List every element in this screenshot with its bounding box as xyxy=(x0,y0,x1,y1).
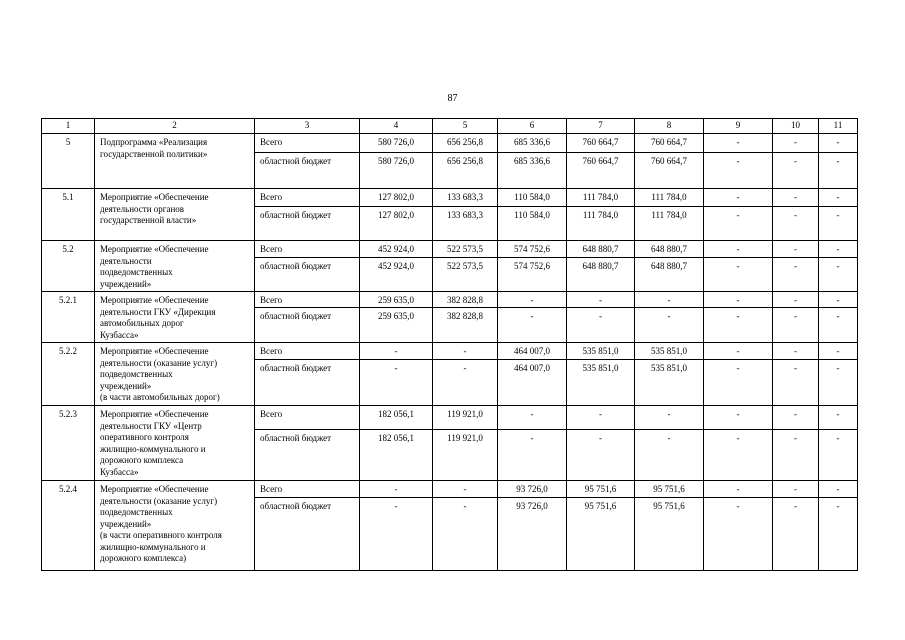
value-cell: 452 924,0 xyxy=(360,241,433,258)
value-cell: - xyxy=(498,292,567,308)
value-cell: - xyxy=(360,360,433,406)
value-cell: - xyxy=(773,258,819,292)
column-header: 3 xyxy=(255,119,360,134)
value-cell: 111 784,0 xyxy=(567,189,635,207)
value-cell: - xyxy=(819,498,858,571)
value-cell: - xyxy=(773,481,819,498)
value-cell: 656 256,8 xyxy=(433,153,498,189)
row-name-line: Подпрограмма «Реализация xyxy=(100,137,208,147)
value-cell: 95 751,6 xyxy=(635,498,704,571)
value-cell: - xyxy=(704,292,773,308)
value-cell: - xyxy=(704,241,773,258)
value-cell: - xyxy=(819,134,858,153)
value-cell: 382 828,8 xyxy=(433,292,498,308)
funding-source-cell: областной бюджет xyxy=(255,258,360,292)
value-cell: - xyxy=(704,360,773,406)
column-header: 7 xyxy=(567,119,635,134)
value-cell: 133 683,3 xyxy=(433,207,498,241)
value-cell: - xyxy=(819,207,858,241)
value-cell: - xyxy=(819,308,858,343)
value-cell: 580 726,0 xyxy=(360,153,433,189)
value-cell: - xyxy=(433,343,498,360)
funding-source-cell: областной бюджет xyxy=(255,498,360,571)
funding-source-cell: областной бюджет xyxy=(255,360,360,406)
column-header: 8 xyxy=(635,119,704,134)
row-name-line: деятельности органов xyxy=(100,203,185,214)
value-cell: 259 635,0 xyxy=(360,308,433,343)
funding-source-cell: Всего xyxy=(255,481,360,498)
value-cell: 93 726,0 xyxy=(498,481,567,498)
row-number-cell: 5.2.3 xyxy=(42,406,95,481)
funding-source-cell: Всего xyxy=(255,343,360,360)
row-name-line: деятельности ГКУ «Центр xyxy=(100,420,202,431)
value-cell: 522 573,5 xyxy=(433,241,498,258)
value-cell: 685 336,6 xyxy=(498,134,567,153)
table-row xyxy=(42,189,858,207)
value-cell: 464 007,0 xyxy=(498,343,567,360)
value-cell: 133 683,3 xyxy=(433,189,498,207)
column-header: 2 xyxy=(95,119,255,134)
value-cell: - xyxy=(704,308,773,343)
column-header: 6 xyxy=(498,119,567,134)
value-cell: 119 921,0 xyxy=(433,430,498,481)
row-name-line: подведомственных xyxy=(100,507,173,517)
row-name-line: деятельности xyxy=(100,255,152,266)
header-row xyxy=(42,119,858,134)
value-cell: - xyxy=(567,308,635,343)
value-cell: - xyxy=(819,241,858,258)
value-cell: 110 584,0 xyxy=(498,189,567,207)
value-cell: - xyxy=(704,189,773,207)
value-cell: 127 802,0 xyxy=(360,189,433,207)
funding-source-cell: областной бюджет xyxy=(255,153,360,189)
value-cell: - xyxy=(704,153,773,189)
row-name-line: оперативного контроля xyxy=(100,432,189,442)
page-number: 87 xyxy=(447,93,458,104)
value-cell: 535 851,0 xyxy=(567,360,635,406)
value-cell: - xyxy=(433,360,498,406)
row-name-line: Мероприятие «Обеспечение xyxy=(100,192,209,202)
value-cell: 111 784,0 xyxy=(567,207,635,241)
value-cell: - xyxy=(433,481,498,498)
row-name-cell xyxy=(95,189,255,241)
value-cell: - xyxy=(819,343,858,360)
value-cell: - xyxy=(635,292,704,308)
table-row xyxy=(42,406,858,430)
row-name-line: государственной власти» xyxy=(100,215,197,225)
value-cell: - xyxy=(819,360,858,406)
row-name-line: Мероприятие «Обеспечение xyxy=(100,409,209,419)
value-cell: 93 726,0 xyxy=(498,498,567,571)
table-row xyxy=(42,292,858,308)
row-name-line: подведомственных xyxy=(100,267,173,277)
value-cell: 648 880,7 xyxy=(567,258,635,292)
value-cell: 648 880,7 xyxy=(567,241,635,258)
value-cell: - xyxy=(360,481,433,498)
value-cell: - xyxy=(433,498,498,571)
value-cell: - xyxy=(773,343,819,360)
value-cell: 111 784,0 xyxy=(635,207,704,241)
table-row xyxy=(42,343,858,360)
row-name-line: дорожного комплекса xyxy=(100,455,184,465)
value-cell: - xyxy=(704,498,773,571)
row-name-line: деятельности ГКУ «Дирекция xyxy=(100,306,216,317)
row-number-cell: 5.2.1 xyxy=(42,292,95,343)
row-name-line: Мероприятие «Обеспечение xyxy=(100,244,209,254)
value-cell: 760 664,7 xyxy=(635,134,704,153)
row-number-cell: 5.2 xyxy=(42,241,95,292)
column-header: 10 xyxy=(773,119,819,134)
row-name-cell xyxy=(95,343,255,406)
row-name-line: (в части автомобильных дорог) xyxy=(100,392,220,402)
value-cell: - xyxy=(498,406,567,430)
value-cell: 580 726,0 xyxy=(360,134,433,153)
row-name-line: дорожного комплекса) xyxy=(100,553,187,563)
value-cell: 95 751,6 xyxy=(567,498,635,571)
row-name-line: учреждений» xyxy=(100,380,152,391)
row-name-line: жилищно-коммунального и xyxy=(100,541,206,552)
value-cell: 110 584,0 xyxy=(498,207,567,241)
column-header: 9 xyxy=(704,119,773,134)
value-cell: 648 880,7 xyxy=(635,241,704,258)
value-cell: 127 802,0 xyxy=(360,207,433,241)
row-number-cell: 5 xyxy=(42,134,95,189)
value-cell: - xyxy=(567,292,635,308)
value-cell: - xyxy=(819,189,858,207)
value-cell: 760 664,7 xyxy=(635,153,704,189)
funding-source-cell: областной бюджет xyxy=(255,308,360,343)
column-header: 5 xyxy=(433,119,498,134)
row-name-line: учреждений» xyxy=(100,518,152,529)
funding-source-cell: Всего xyxy=(255,189,360,207)
value-cell: - xyxy=(704,406,773,430)
row-name-line: Мероприятие «Обеспечение xyxy=(100,484,209,494)
budget-table xyxy=(41,118,858,571)
table-row xyxy=(42,481,858,498)
value-cell: 452 924,0 xyxy=(360,258,433,292)
row-name-line: (в части оперативного контроля xyxy=(100,530,222,540)
value-cell: 535 851,0 xyxy=(635,343,704,360)
value-cell: - xyxy=(567,406,635,430)
value-cell: - xyxy=(773,292,819,308)
value-cell: - xyxy=(704,134,773,153)
value-cell: - xyxy=(773,360,819,406)
value-cell: - xyxy=(360,343,433,360)
value-cell: - xyxy=(773,153,819,189)
column-header: 11 xyxy=(819,119,858,134)
row-name-line: жилищно-коммунального и xyxy=(100,443,206,454)
value-cell: - xyxy=(773,498,819,571)
row-name-line: учреждений» xyxy=(100,278,152,289)
funding-source-cell: Всего xyxy=(255,406,360,430)
funding-source-cell: Всего xyxy=(255,241,360,258)
value-cell: - xyxy=(635,308,704,343)
row-name-cell xyxy=(95,292,255,343)
value-cell: 182 056,1 xyxy=(360,430,433,481)
value-cell: 259 635,0 xyxy=(360,292,433,308)
value-cell: - xyxy=(635,430,704,481)
row-name-line: Кузбасса» xyxy=(100,329,139,340)
value-cell: 111 784,0 xyxy=(635,189,704,207)
row-number-cell: 5.2.2 xyxy=(42,343,95,406)
value-cell: - xyxy=(819,153,858,189)
value-cell: 685 336,6 xyxy=(498,153,567,189)
value-cell: - xyxy=(360,498,433,571)
table-row xyxy=(42,241,858,258)
row-name-cell xyxy=(95,241,255,292)
value-cell: 382 828,8 xyxy=(433,308,498,343)
value-cell: - xyxy=(567,430,635,481)
value-cell: - xyxy=(819,292,858,308)
value-cell: - xyxy=(819,258,858,292)
value-cell: 656 256,8 xyxy=(433,134,498,153)
value-cell: - xyxy=(498,308,567,343)
value-cell: 535 851,0 xyxy=(567,343,635,360)
value-cell: - xyxy=(773,134,819,153)
value-cell: 574 752,6 xyxy=(498,241,567,258)
value-cell: 95 751,6 xyxy=(635,481,704,498)
row-name-line: Кузбасса» xyxy=(100,466,139,477)
value-cell: - xyxy=(704,207,773,241)
value-cell: - xyxy=(635,406,704,430)
value-cell: 648 880,7 xyxy=(635,258,704,292)
value-cell: 574 752,6 xyxy=(498,258,567,292)
column-header: 4 xyxy=(360,119,433,134)
row-name-line: автомобильных дорог xyxy=(100,318,184,328)
row-name-line: государственной политики» xyxy=(100,148,208,159)
row-name-line: Мероприятие «Обеспечение xyxy=(100,346,209,356)
funding-source-cell: областной бюджет xyxy=(255,430,360,481)
value-cell: - xyxy=(773,207,819,241)
row-name-cell xyxy=(95,134,255,189)
value-cell: - xyxy=(773,430,819,481)
value-cell: 119 921,0 xyxy=(433,406,498,430)
row-name-line: деятельности (оказание услуг) xyxy=(100,357,218,368)
row-name-cell xyxy=(95,481,255,571)
column-header: 1 xyxy=(42,119,95,134)
value-cell: 95 751,6 xyxy=(567,481,635,498)
funding-source-cell: Всего xyxy=(255,292,360,308)
row-name-line: подведомственных xyxy=(100,369,173,379)
value-cell: 182 056,1 xyxy=(360,406,433,430)
value-cell: - xyxy=(819,481,858,498)
table-body xyxy=(42,134,858,571)
row-number-cell: 5.1 xyxy=(42,189,95,241)
row-name-cell xyxy=(95,406,255,481)
value-cell: - xyxy=(773,189,819,207)
row-number-cell: 5.2.4 xyxy=(42,481,95,571)
value-cell: - xyxy=(773,308,819,343)
value-cell: 522 573,5 xyxy=(433,258,498,292)
value-cell: - xyxy=(704,430,773,481)
value-cell: - xyxy=(704,343,773,360)
value-cell: - xyxy=(498,430,567,481)
funding-source-cell: областной бюджет xyxy=(255,207,360,241)
value-cell: - xyxy=(704,481,773,498)
value-cell: 760 664,7 xyxy=(567,134,635,153)
value-cell: 760 664,7 xyxy=(567,153,635,189)
row-name-line: Мероприятие «Обеспечение xyxy=(100,295,209,305)
table-row xyxy=(42,134,858,153)
value-cell: 535 851,0 xyxy=(635,360,704,406)
value-cell: 464 007,0 xyxy=(498,360,567,406)
row-name-line: деятельности (оказание услуг) xyxy=(100,495,218,506)
funding-source-cell: Всего xyxy=(255,134,360,153)
value-cell: - xyxy=(773,241,819,258)
value-cell: - xyxy=(819,406,858,430)
value-cell: - xyxy=(819,430,858,481)
value-cell: - xyxy=(773,406,819,430)
value-cell: - xyxy=(704,258,773,292)
